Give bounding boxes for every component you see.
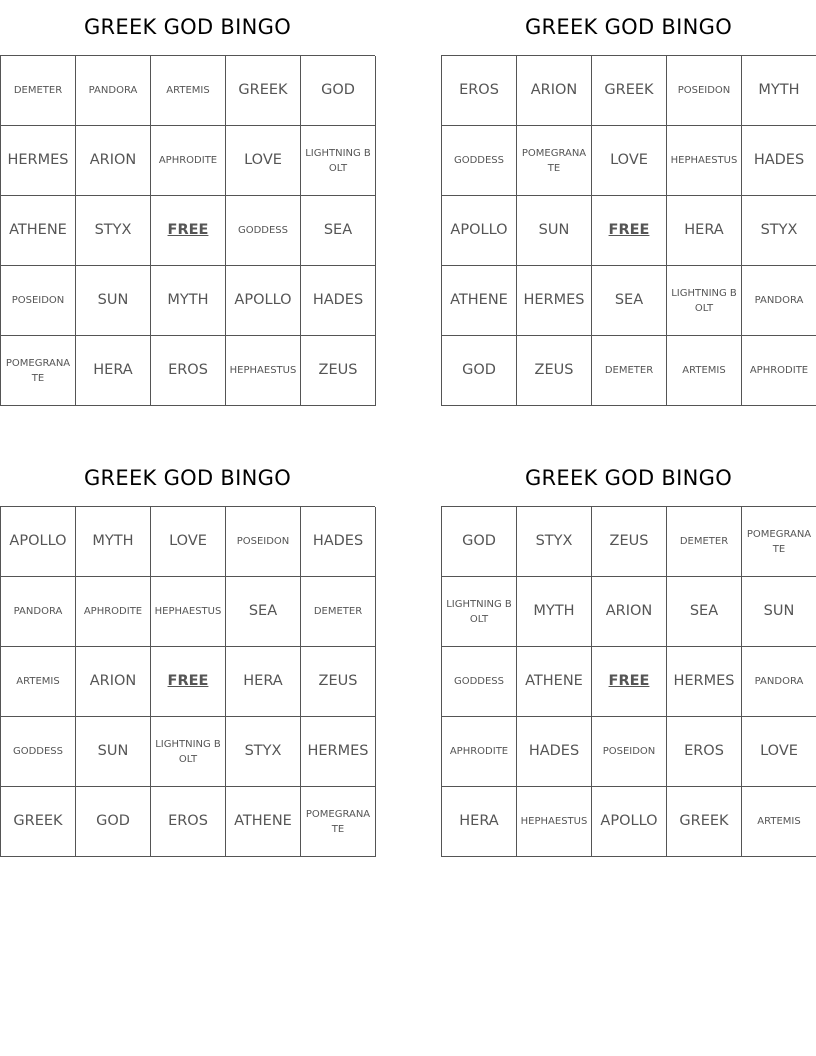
bingo-cell: ATHENE: [517, 647, 592, 717]
bingo-cell: HEPHAESTUS: [667, 126, 742, 196]
bingo-cell: GODDESS: [442, 126, 517, 196]
bingo-cell: DEMETER: [301, 577, 376, 647]
bingo-card-2: [441, 0, 816, 406]
bingo-cell: GOD: [442, 507, 517, 577]
bingo-cell: HEPHAESTUS: [151, 577, 226, 647]
bingo-cell: APOLLO: [226, 266, 301, 336]
bingo-cell: GOD: [76, 787, 151, 857]
bingo-cell: STYX: [742, 196, 816, 266]
bingo-cell: ZEUS: [301, 647, 376, 717]
bingo-cell: ARTEMIS: [151, 56, 226, 126]
bingo-cell: POSEIDON: [226, 507, 301, 577]
bingo-cell: HERMES: [1, 126, 76, 196]
bingo-cell: LIGHTNING BOLT: [667, 266, 742, 336]
bingo-cell: PANDORA: [76, 56, 151, 126]
bingo-cell: GOD: [301, 56, 376, 126]
bingo-cell: LOVE: [151, 507, 226, 577]
bingo-cell: STYX: [517, 507, 592, 577]
bingo-cell: SUN: [76, 717, 151, 787]
bingo-cell: MYTH: [742, 56, 816, 126]
bingo-cell: LIGHTNING BOLT: [301, 126, 376, 196]
bingo-cell: SEA: [301, 196, 376, 266]
bingo-cell: LIGHTNING BOLT: [151, 717, 226, 787]
bingo-cell: APHRODITE: [442, 717, 517, 787]
card-title: GREEK GOD BINGO: [83, 466, 292, 490]
bingo-cell: ARION: [76, 126, 151, 196]
bingo-cell: APOLLO: [592, 787, 667, 857]
bingo-cell: APHRODITE: [151, 126, 226, 196]
bingo-cell: HADES: [301, 507, 376, 577]
bingo-cell: POMEGRANATE: [742, 507, 816, 577]
bingo-cell: STYX: [226, 717, 301, 787]
free-space-cell: FREE: [592, 647, 667, 717]
bingo-cell: HERA: [226, 647, 301, 717]
bingo-cell: DEMETER: [592, 336, 667, 406]
bingo-cell: PANDORA: [742, 266, 816, 336]
bingo-cell: HEPHAESTUS: [517, 787, 592, 857]
bingo-cell: HERA: [442, 787, 517, 857]
bingo-grid: [441, 55, 816, 406]
bingo-card-1: [0, 0, 375, 406]
bingo-cell: POSEIDON: [1, 266, 76, 336]
bingo-cell: HEPHAESTUS: [226, 336, 301, 406]
bingo-cell: MYTH: [76, 507, 151, 577]
bingo-cell: LIGHTNING BOLT: [442, 577, 517, 647]
bingo-cell: ARION: [592, 577, 667, 647]
bingo-cell: ATHENE: [1, 196, 76, 266]
bingo-cell: ZEUS: [592, 507, 667, 577]
bingo-cell: EROS: [667, 717, 742, 787]
bingo-cell: GREEK: [226, 56, 301, 126]
bingo-cell: EROS: [151, 787, 226, 857]
bingo-cell: GODDESS: [442, 647, 517, 717]
free-space-cell: FREE: [151, 196, 226, 266]
bingo-cell: GREEK: [667, 787, 742, 857]
bingo-cell: SEA: [226, 577, 301, 647]
bingo-cell: APHRODITE: [742, 336, 816, 406]
bingo-cell: GODDESS: [1, 717, 76, 787]
bingo-cell: APOLLO: [442, 196, 517, 266]
bingo-cell: PANDORA: [742, 647, 816, 717]
bingo-cell: DEMETER: [667, 507, 742, 577]
bingo-cell: LOVE: [226, 126, 301, 196]
bingo-cell: DEMETER: [1, 56, 76, 126]
bingo-cell: SEA: [592, 266, 667, 336]
bingo-cell: ARION: [517, 56, 592, 126]
bingo-cell: ARTEMIS: [667, 336, 742, 406]
bingo-cell: POMEGRANATE: [301, 787, 376, 857]
bingo-cell: HERA: [76, 336, 151, 406]
bingo-cell: ATHENE: [442, 266, 517, 336]
bingo-cell: HERA: [667, 196, 742, 266]
bingo-cell: ARION: [76, 647, 151, 717]
free-space-cell: FREE: [592, 196, 667, 266]
bingo-cell: SEA: [667, 577, 742, 647]
bingo-cell: SUN: [517, 196, 592, 266]
bingo-cell: GREEK: [1, 787, 76, 857]
bingo-cell: ZEUS: [517, 336, 592, 406]
bingo-cell: ATHENE: [226, 787, 301, 857]
bingo-cell: SUN: [742, 577, 816, 647]
bingo-cell: HADES: [517, 717, 592, 787]
bingo-cell: EROS: [151, 336, 226, 406]
card-title: GREEK GOD BINGO: [524, 15, 733, 39]
bingo-cell: ARTEMIS: [742, 787, 816, 857]
bingo-cell: MYTH: [517, 577, 592, 647]
bingo-card-3: [0, 451, 375, 857]
bingo-cell: PANDORA: [1, 577, 76, 647]
bingo-cell: SUN: [76, 266, 151, 336]
bingo-cell: ARTEMIS: [1, 647, 76, 717]
bingo-cell: STYX: [76, 196, 151, 266]
bingo-cell: GREEK: [592, 56, 667, 126]
bingo-cell: HERMES: [301, 717, 376, 787]
bingo-cell: POMEGRANATE: [517, 126, 592, 196]
bingo-cell: HADES: [742, 126, 816, 196]
bingo-cell: HERMES: [667, 647, 742, 717]
bingo-cell: MYTH: [151, 266, 226, 336]
bingo-cell: ZEUS: [301, 336, 376, 406]
bingo-grid: [0, 506, 375, 857]
bingo-cell: LOVE: [592, 126, 667, 196]
bingo-cell: LOVE: [742, 717, 816, 787]
card-title: GREEK GOD BINGO: [524, 466, 733, 490]
bingo-card-4: [441, 451, 816, 857]
bingo-cell: GOD: [442, 336, 517, 406]
bingo-cell: HERMES: [517, 266, 592, 336]
bingo-cell: POMEGRANATE: [1, 336, 76, 406]
bingo-cell: GODDESS: [226, 196, 301, 266]
bingo-cell: POSEIDON: [592, 717, 667, 787]
free-space-cell: FREE: [151, 647, 226, 717]
bingo-cell: HADES: [301, 266, 376, 336]
bingo-grid: [0, 55, 375, 406]
bingo-grid: [441, 506, 816, 857]
bingo-cell: EROS: [442, 56, 517, 126]
bingo-cell: APOLLO: [1, 507, 76, 577]
card-title: GREEK GOD BINGO: [83, 15, 292, 39]
bingo-cell: POSEIDON: [667, 56, 742, 126]
bingo-cell: APHRODITE: [76, 577, 151, 647]
